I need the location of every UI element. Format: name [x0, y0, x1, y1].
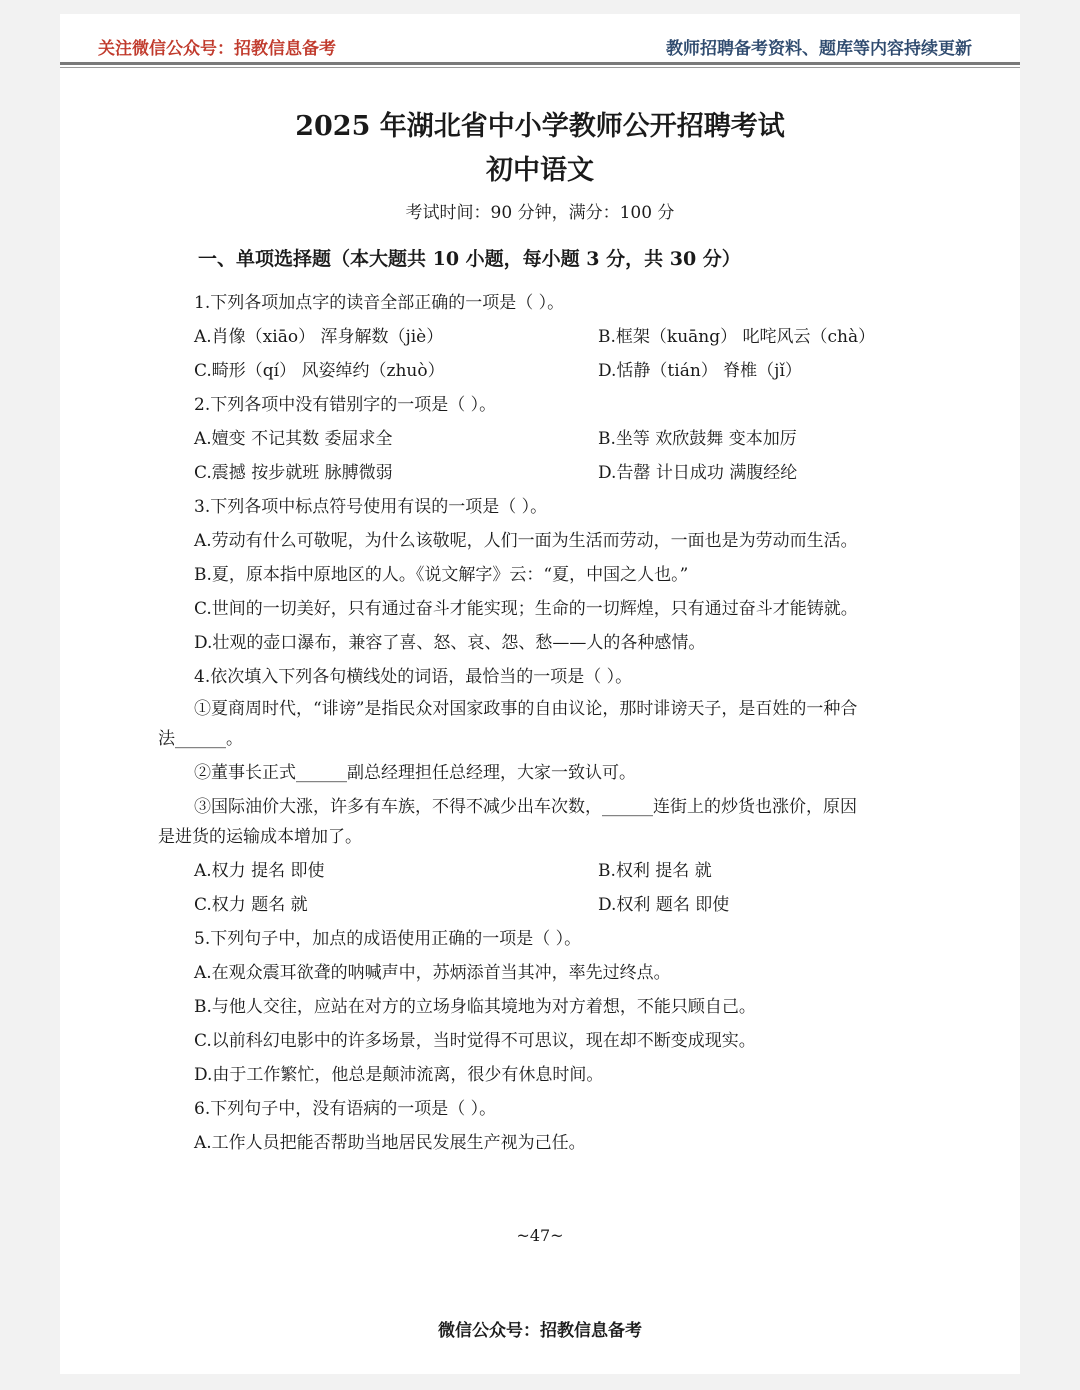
exam-subject: 初中语文	[486, 155, 594, 186]
sentence-3-cont: 是进货的运输成本增加了。	[158, 827, 362, 847]
option-c: C.权力 题名 就	[194, 895, 308, 915]
option-a: A.劳动有什么可敬呢，为什么该敬呢，人们一面为生活而劳动，一面也是为劳动而生活。	[194, 531, 858, 551]
option-b: B.框架（kuāng） 叱咤风云（chà）	[598, 327, 876, 347]
option-d: D.由于工作繁忙，他总是颠沛流离，很少有休息时间。	[194, 1065, 604, 1085]
header-right-text: 教师招聘备考资料、题库等内容持续更新	[666, 39, 972, 59]
option-d: D.权利 题名 即使	[598, 895, 730, 915]
footer-text: 微信公众号：招教信息备考	[438, 1321, 642, 1341]
option-d: D.壮观的壶口瀑布，兼容了喜、怒、哀、怨、愁——人的各种感情。	[194, 633, 706, 653]
option-a: A.嬗变 不记其数 委屈求全	[194, 429, 393, 449]
option-b: B.坐等 欢欣鼓舞 变本加厉	[598, 429, 797, 449]
option-b: B.与他人交往，应站在对方的立场身临其境地为对方着想，不能只顾自己。	[194, 997, 756, 1017]
option-a: A.在观众震耳欲聋的呐喊声中，苏炳添首当其冲，率先过终点。	[194, 963, 671, 983]
option-a: A.工作人员把能否帮助当地居民发展生产视为己任。	[194, 1133, 586, 1153]
sentence-1: ①夏商周时代，“诽谤”是指民众对国家政事的自由议论，那时诽谤天子，是百姓的一种合	[194, 699, 858, 719]
option-b: B.夏，原本指中原地区的人。《说文解字》云：“夏，中国之人也。”	[194, 565, 689, 585]
option-c: C.震撼 按步就班 脉膊微弱	[194, 463, 393, 483]
section-heading: 一、单项选择题（本大题共 10 小题，每小题 3 分，共 30 分）	[198, 248, 741, 270]
exam-meta: 考试时间：90 分钟，满分：100 分	[405, 203, 675, 223]
question-stem: 5.下列句子中，加点的成语使用正确的一项是（ ）。	[194, 929, 582, 949]
question-stem: 2.下列各项中没有错别字的一项是（ ）。	[194, 395, 497, 415]
option-d: D.告罄 计日成功 满腹经纶	[598, 463, 798, 483]
option-a: A.权力 提名 即使	[194, 861, 325, 881]
sentence-1-cont: 法______。	[158, 729, 243, 749]
sentence-3: ③国际油价大涨，许多有车族，不得不减少出车次数，______连街上的炒货也涨价，原因	[194, 797, 857, 817]
option-c: C.世间的一切美好，只有通过奋斗才能实现；生命的一切辉煌，只有通过奋斗才能铸就。	[194, 599, 858, 619]
question-stem: 6.下列句子中，没有语病的一项是（ ）。	[194, 1099, 497, 1119]
option-a: A.肖像（xiāo） 浑身解数（jiè）	[194, 327, 444, 347]
exam-title: 2025 年湖北省中小学教师公开招聘考试	[295, 111, 785, 142]
question-stem: 3.下列各项中标点符号使用有误的一项是（ ）。	[194, 497, 548, 517]
header-left-text: 关注微信公众号：招教信息备考	[98, 39, 336, 59]
sentence-2: ②董事长正式______副总经理担任总经理，大家一致认可。	[194, 763, 636, 783]
question-stem: 1.下列各项加点字的读音全部正确的一项是（ ）。	[194, 293, 565, 313]
question-stem: 4.依次填入下列各句横线处的词语，最恰当的一项是（ ）。	[194, 667, 633, 687]
option-b: B.权利 提名 就	[598, 861, 712, 881]
option-c: C.畸形（qí） 风姿绰约（zhuò）	[194, 361, 445, 381]
header-divider-thin	[60, 67, 1020, 68]
header-divider	[60, 62, 1020, 65]
option-c: C.以前科幻电影中的许多场景，当时觉得不可思议，现在却不断变成现实。	[194, 1031, 756, 1051]
page-number: ~47~	[516, 1226, 564, 1245]
option-d: D.恬静（tián） 脊椎（jǐ）	[598, 361, 802, 381]
